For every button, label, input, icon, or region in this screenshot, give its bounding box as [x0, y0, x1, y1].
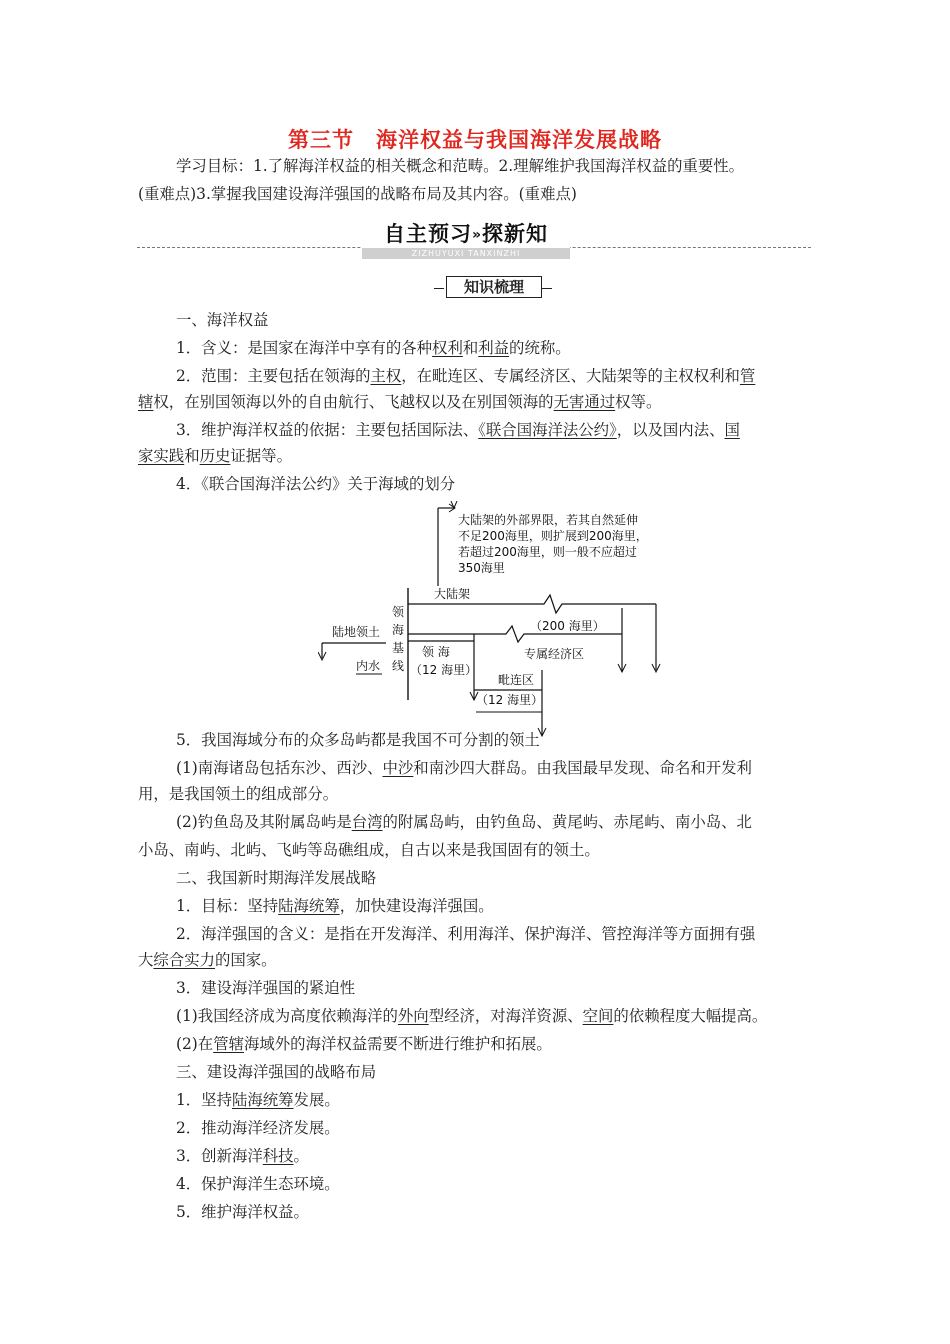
layout-item-3: 3．创新海洋科技。: [176, 1147, 309, 1165]
shelf-note-line-1: 大陆架的外部界限，若其自然延伸: [458, 513, 639, 527]
para-goal: 1．目标：坚持陆海统筹，加快建设海洋强国。: [176, 897, 494, 915]
inland-water-label: 内水: [356, 659, 381, 673]
eez-width-label: （200 海里）: [530, 619, 605, 633]
heading-strategic-layout: 三、建设海洋强国的战略布局: [176, 1063, 377, 1081]
para-islands: 5．我国海域分布的众多岛屿都是我国不可分割的领土: [176, 731, 540, 749]
layout-item-1: 1．坚持陆海统筹发展。: [176, 1091, 340, 1109]
para-basis-line-1: 3．维护海洋权益的依据：主要包括国际法、《联合国海洋法公约》，以及国内法、国: [176, 421, 740, 439]
para-urgency-1: (1)我国经济成为高度依赖海洋的外向型经济，对海洋资源、空间的依赖程度大幅提高。: [176, 1007, 768, 1025]
para-urgency-2: (2)在管辖海域外的海洋权益需要不断进行维护和拓展。: [176, 1035, 552, 1053]
territorial-sea-label: 领 海: [422, 645, 450, 659]
heading-development-strategy: 二、我国新时期海洋发展战略: [176, 869, 377, 887]
para-definition: 1．含义：是国家在海洋中享有的各种权利和利益的统称。: [176, 339, 571, 357]
layout-item-4: 4．保护海洋生态环境。: [176, 1175, 340, 1193]
baseline-char-3: 基: [392, 641, 405, 655]
contiguous-zone-label: 毗连区: [498, 673, 535, 687]
shelf-note-line-3: 若超过200海里，则一般不应超过: [458, 545, 637, 559]
para-south-china-sea-line-1: (1)南海诸岛包括东沙、西沙、中沙和南沙四大群岛。由我国最早发现、命名和开发利: [176, 759, 752, 777]
continental-shelf-label: 大陆架: [434, 587, 471, 601]
section-tag-label: 知识梳理: [446, 276, 542, 298]
para-south-china-sea-line-2: 用，是我国领土的组成部分。: [138, 785, 339, 803]
shelf-note-line-4: 350海里: [458, 561, 505, 575]
objectives-line-2: (重难点)3.掌握我国建设海洋强国的战略布局及其内容。(重难点): [138, 185, 577, 203]
page-title: [0, 124, 950, 154]
para-diaoyu-line-2: 小岛、南屿、北屿、飞屿等岛礁组成，自古以来是我国固有的领土。: [138, 841, 600, 859]
para-power-meaning-line-2: 大综合实力的国家。: [138, 951, 277, 969]
banner-main-text: 自主预习: [383, 222, 472, 246]
land-territory-label: 陆地领土: [332, 625, 381, 639]
para-unclos-division: 4．《联合国海洋法公约》关于海域的划分: [176, 475, 456, 493]
layout-item-2: 2．推动海洋经济发展。: [176, 1119, 340, 1137]
baseline-char-1: 领: [392, 605, 405, 619]
section-tag: [434, 276, 552, 298]
heading-maritime-rights: 一、海洋权益: [176, 311, 269, 329]
layout-item-5: 5．维护海洋权益。: [176, 1203, 309, 1221]
baseline-char-2: 海: [392, 623, 405, 637]
banner-accent-text: 探新知: [482, 222, 549, 246]
territorial-sea-width: （12 海里）: [410, 663, 478, 677]
eez-label: 专属经济区: [524, 647, 585, 661]
section-banner: [362, 218, 570, 258]
objectives-line-1: 学习目标：1.了解海洋权益的相关概念和范畴。2.理解维护我国海洋权益的重要性。: [176, 157, 745, 175]
maritime-zones-diagram: [318, 500, 668, 742]
section-number: 第三节: [288, 128, 354, 152]
section-title: 海洋权益与我国海洋发展战略: [376, 128, 662, 152]
para-diaoyu-line-1: (2)钓鱼岛及其附属岛屿是台湾的附属岛屿，由钓鱼岛、黄尾屿、赤尾屿、南小岛、北: [176, 813, 752, 831]
contiguous-zone-width: （12 海里）: [476, 693, 544, 707]
para-basis-line-2: 家实践和历史证据等。: [138, 447, 292, 465]
para-scope-line-2: 辖权，在别国领海以外的自由航行、飞越权以及在别国领海的无害通过权等。: [138, 393, 662, 411]
baseline-char-4: 线: [392, 659, 405, 673]
para-scope-line-1: 2．范围：主要包括在领海的主权，在毗连区、专属经济区、大陆架等的主权权利和管: [176, 367, 756, 385]
para-power-meaning-line-1: 2．海洋强国的含义：是指在开发海洋、利用海洋、保护海洋、管控海洋等方面拥有强: [176, 925, 756, 943]
shelf-note-line-2: 不足200海里，则扩展到200海里，: [458, 529, 648, 543]
double-chevron-icon: »: [471, 227, 483, 243]
para-urgency: 3．建设海洋强国的紧迫性: [176, 979, 356, 997]
banner-pinyin: ZIZHUYUXI TANXINZHI: [362, 248, 570, 259]
